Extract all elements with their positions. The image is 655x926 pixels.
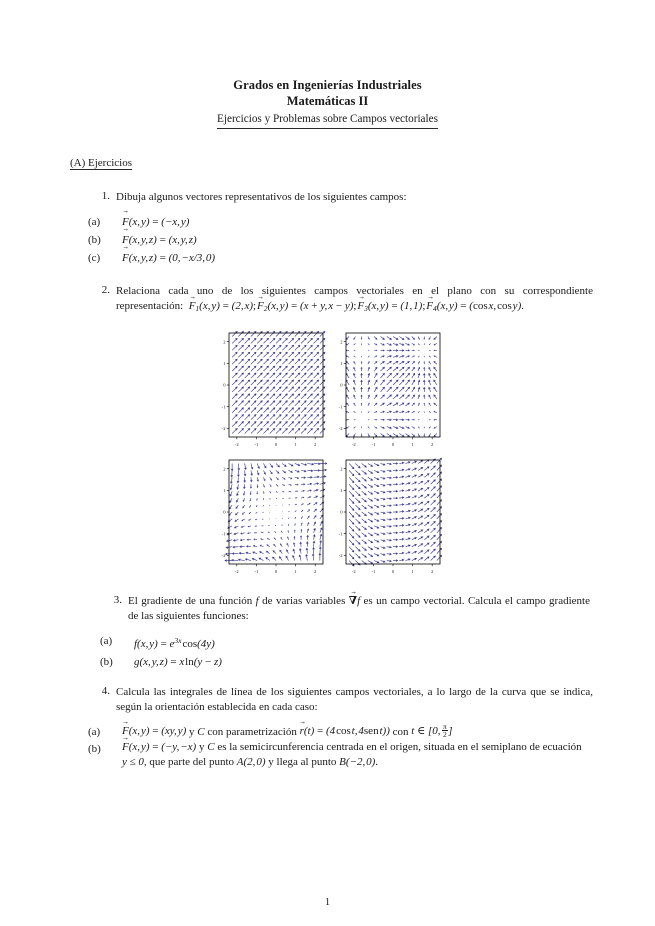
exercise-4-subitem-a [88,723,593,740]
exercise-4-number: 4. [88,685,110,697]
section-heading-ejercicios [70,157,655,170]
header-document-subtitle: Ejercicios y Problemas sobre Campos vectoriales [217,111,438,129]
plot-bottom-left-svg [212,456,327,581]
exercise-3-subitem-a-formula: f(x, $y) = e^{3x}$ cos(4y) [134,638,215,650]
exercise-1-subitem-c-label: (c) [88,249,112,267]
exercise-1-text: Dibuja algunos vectores representativos de los siguientes campos: [116,190,548,206]
svg-text:1: 1 [294,442,297,447]
plot-bottom-right-svg [329,456,444,581]
svg-text:1: 1 [411,569,414,574]
exercise-1-subitem-c [88,249,548,267]
svg-text:-1: -1 [371,569,376,574]
svg-text:2: 2 [223,466,226,471]
svg-text:-1: -1 [371,442,376,447]
svg-text:0: 0 [223,382,226,387]
svg-text:-1: -1 [338,531,343,536]
exercise-4-subitems [88,723,593,771]
svg-text:1: 1 [294,569,297,574]
exercise-1-number: 1. [88,190,110,202]
exercise-3-subitems [100,632,590,671]
exercise-4 [88,685,593,771]
svg-text:2: 2 [431,569,434,574]
svg-text:-2: -2 [221,553,226,558]
exercise-4-subitem-b-formula: → F(x, y) = (−y, −x) y C es la semicircunferencia centrada en el origen, situada en el semiplano de ecuación y ≤ 0, que parte del punto A(2, 0) y llega al punto B(−2, 0). [122,740,593,771]
plot-top-right [329,329,444,454]
svg-text:2: 2 [223,339,226,344]
svg-text:-2: -2 [351,569,356,574]
document-header [0,78,655,129]
section-heading-label: (A) Ejercicios [70,157,132,170]
plot-top-right-svg [329,329,444,454]
svg-text:-1: -1 [254,442,259,447]
svg-text:2: 2 [431,442,434,447]
svg-text:-2: -2 [221,426,226,431]
exercise-3 [100,594,590,671]
svg-text:1: 1 [340,361,343,366]
exercise-1-subitem-a-formula: → F(x, y) = (−x, y) [122,216,189,228]
vector-field-grid [212,329,444,581]
header-degree-title: Grados en Ingenierías Industriales [0,78,655,93]
exercise-3-text: El gradiente de una función f de varias variables → ∇f es un campo vectorial. Calcula el campo gradiente de las siguientes funciones: [128,594,590,625]
exercise-2-number: 2. [88,284,110,296]
document-page [0,78,655,926]
plot-top-left [212,329,327,454]
svg-text:0: 0 [391,442,394,447]
svg-text:2: 2 [340,339,343,344]
exercise-3-subitem-b-label: (b) [100,653,124,671]
exercise-1-subitem-b-label: (b) [88,231,112,249]
svg-text:0: 0 [340,509,343,514]
svg-text:-2: -2 [351,442,356,447]
svg-text:0: 0 [274,569,277,574]
exercise-1-subitems [88,213,548,267]
exercise-3-subitem-a [100,632,590,653]
exercise-3-subitem-b-formula: g(x, y, z) = x ln(y − z) [134,656,222,668]
svg-text:2: 2 [314,569,317,574]
exercise-1-subitem-b [88,231,548,249]
plot-bottom-right [329,456,444,581]
svg-text:-2: -2 [338,426,343,431]
svg-text:-1: -1 [254,569,259,574]
svg-text:2: 2 [314,442,317,447]
svg-text:0: 0 [340,382,343,387]
svg-text:2: 2 [340,466,343,471]
vector-field-figure [0,329,655,581]
page-number: 1 [325,897,330,908]
exercise-3-subitem-a-label: (a) [100,632,124,650]
exercise-2 [88,284,593,317]
exercise-4-text: Calcula las integrales de línea de los siguientes campos vectoriales, a lo largo de la curva que se indica, según la orientación establecida en cada caso: [116,685,593,716]
exercise-1-subitem-c-formula: → F(x, y, z) = (0, −x/3, 0) [122,252,215,264]
page-footer [0,897,655,908]
svg-text:1: 1 [340,488,343,493]
svg-text:-1: -1 [221,531,226,536]
exercise-1-subitem-b-formula: → F(x, y, z) = (x, y, z) [122,234,197,246]
exercise-1-subitem-a [88,213,548,231]
exercise-3-subitem-b [100,653,590,671]
exercise-4-subitem-a-formula: → F(x, y) = (xy, y) y C con parametrización → r(t) = (4 cos t, 4sen t)) con t ∈ [0, $\frac{\pi}{2}$ ] [122,723,593,740]
svg-text:0: 0 [223,509,226,514]
plot-top-left-svg [212,329,327,454]
exercise-3-number: 3. [100,594,122,606]
svg-text:1: 1 [223,361,226,366]
header-subject-title: Matemáticas II [0,93,655,109]
svg-text:0: 0 [391,569,394,574]
svg-text:-2: -2 [338,553,343,558]
plot-bottom-left [212,456,327,581]
svg-text:1: 1 [223,488,226,493]
exercise-4-subitem-b-label: (b) [88,740,112,758]
exercise-1 [88,190,548,267]
svg-text:-1: -1 [338,404,343,409]
exercise-1-subitem-a-label: (a) [88,213,112,231]
svg-text:-1: -1 [221,404,226,409]
exercise-4-subitem-a-label: (a) [88,723,112,741]
svg-text:-2: -2 [234,569,239,574]
exercise-2-text: Relaciona cada uno de los siguientes campos vectoriales en el plano con su correspondiente representación: → $F_1(x$, y) = (2, x); → $F_2(x$, y) = (x + y, x − y); → $F_3(x$, y) = (1, 1); → $F_4(x$, y) = (cos x, cos y). [116,284,593,317]
svg-text:0: 0 [274,442,277,447]
svg-text:-2: -2 [234,442,239,447]
svg-text:1: 1 [411,442,414,447]
exercise-4-subitem-b [88,740,593,771]
